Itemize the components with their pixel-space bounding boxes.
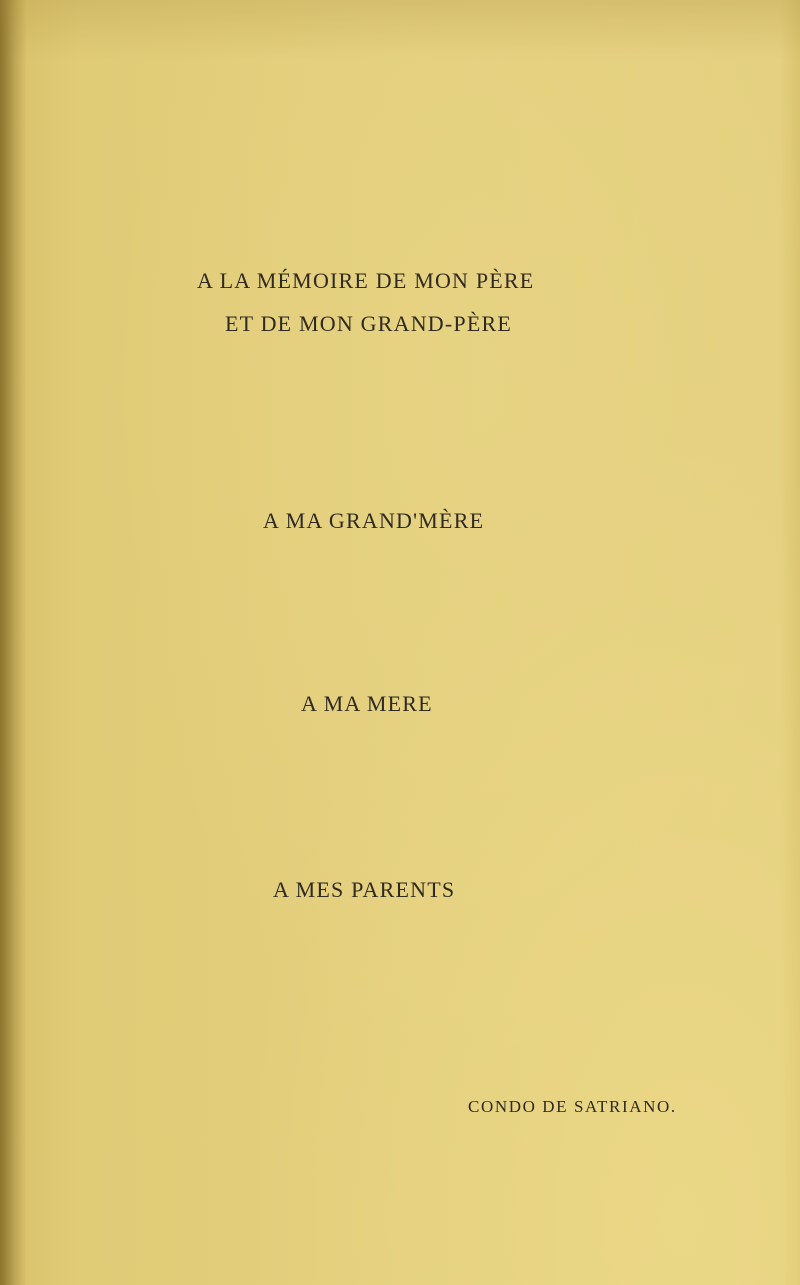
author-signature: CONDO DE SATRIANO.	[468, 1097, 677, 1116]
spine-shadow	[0, 0, 26, 1285]
dedication-line-parents: A MES PARENTS	[273, 877, 456, 902]
dedication-line-father: A LA MÉMOIRE DE MON PÈRE	[197, 268, 535, 293]
dedication-line-mother: A MA MERE	[301, 691, 433, 716]
dedication-line-grandmother: A MA GRAND'MÈRE	[263, 508, 485, 533]
top-edge-shadow	[0, 0, 800, 60]
dedication-line-grandfather: ET DE MON GRAND-PÈRE	[225, 311, 512, 336]
